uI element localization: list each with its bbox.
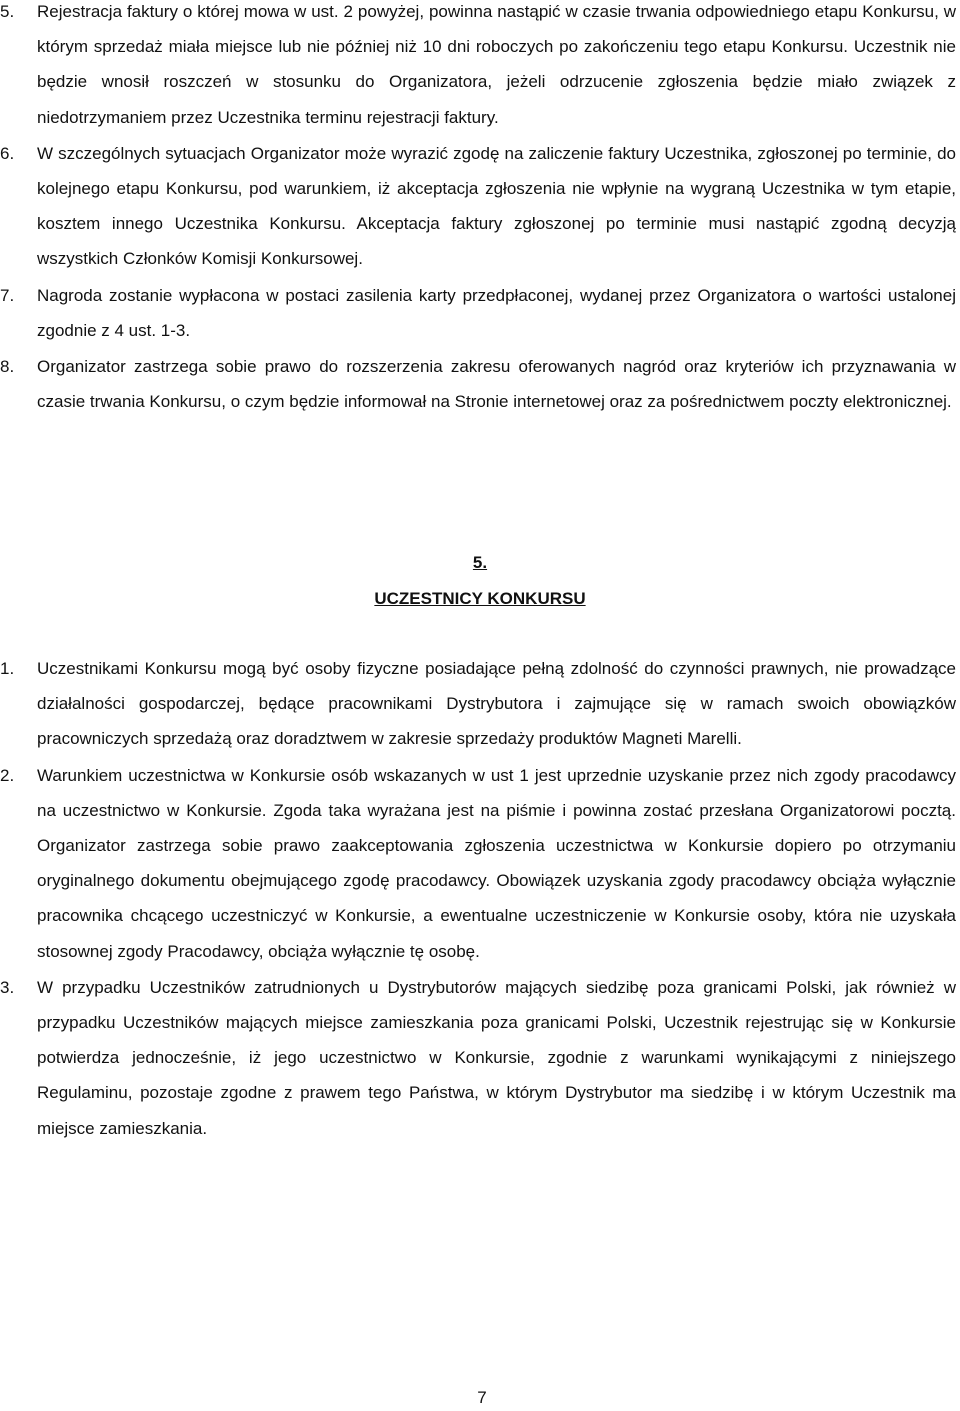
paragraph-number: 6. [0, 143, 15, 163]
paragraph-5 [0, 0, 960, 135]
paragraph-text: W szczególnych sytuacjach Organizator może wyrazić zgodę na zaliczenie faktury Uczestnika, zgłoszonej po terminie, do kolejnego etapu Konkursu, pod warunkiem, iż akceptacja zgłoszenia nie wpłynie na wygraną Uczestnika w tym etapie, kosztem innego Uczestnika Konkursu. Akceptacja faktury zgłoszonej po terminie musi nastąpić zgodną decyzją wszystkich Członków Komisji Konkursowej. [37, 143, 956, 269]
paragraph-number: 7. [0, 285, 15, 305]
paragraph-text: Uczestnikami Konkursu mogą być osoby fizyczne posiadające pełną zdolność do czynności prawnych, nie prowadzące działalności gospodarczej, będące pracownikami Dystrybutora i zajmujące się w ramach swoich obowiązków pracowniczych sprzedażą oraz doradztwem w zakresie sprzedaży produktów Magneti Marelli. [37, 659, 956, 749]
paragraph-number: 8. [0, 357, 15, 377]
page-number: 7 [477, 1388, 487, 1407]
paragraph-2 [0, 758, 960, 969]
paragraph-3 [0, 970, 960, 1146]
paragraph-text: W przypadku Uczestników zatrudnionych u Dystrybutorów mających siedzibę poza granicami Polski, jak również w przypadku Uczestników mających miejsce zamieszkania poza granicami Polski, Uczestnik rejestrując się w Konkursie potwierdza jednocześnie, iż jego uczestnictwo w Konkursie, zgodnie z warunkami wynikającymi z niniejszego Regulaminu, pozostaje zgodne z prawem tego Państwa, w którym Dystrybutor ma siedzibę i w którym Uczestnik ma miejsce zamieszkania. [37, 977, 956, 1138]
paragraph-number: 1. [0, 659, 15, 678]
paragraph-number: 5. [0, 2, 15, 21]
paragraph-text: Rejestracja faktury o której mowa w ust. 2 powyżej, powinna nastąpić w czasie trwania odpowiedniego etapu Konkursu, w którym sprzedaż miała miejsce lub nie później niż 10 dni roboczych po zakończeniu tego etapu Konkursu. Uczestnik nie będzie wnosił roszczeń w stosunku do Organizatora, jeżeli odrzucenie zgłoszenia będzie miało związek z niedotrzymaniem przez Uczestnika terminu rejestracji faktury. [37, 2, 956, 127]
paragraph-text: Organizator zastrzega sobie prawo do rozszerzenia zakresu oferowanych nagród oraz kryteriów ich przyznawania w czasie trwania Konkursu, o czym będzie informował na Stronie internetowej oraz za pośrednictwem poczty elektronicznej. [37, 357, 956, 412]
paragraph-text: Nagroda zostanie wypłacona w postaci zasilenia karty przedpłaconej, wydanej przez Organizatora o wartości ustalonej zgodnie z 4 ust. 1-3. [37, 285, 956, 340]
paragraph-7 [0, 278, 960, 348]
paragraph-1 [0, 651, 960, 757]
paragraph-number: 3. [0, 977, 15, 997]
paragraph-text: Warunkiem uczestnictwa w Konkursie osób wskazanych w ust 1 jest uprzednie uzyskanie przez nich zgody pracodawcy na uczestnictwo w Konkursie. Zgoda taka wyrażana jest na piśmie i powinna zostać przesłana Organizatorowi pocztą. Organizator zastrzega sobie prawo zaakceptowania zgłoszenia uczestnictwa w Konkursie dopiero po otrzymaniu oryginalnego dokumentu obejmującego zgodę pracodawcy. Obowiązek uzyskania zgody pracodawcy obciąża wyłącznie pracownika chcącego uczestniczyć w Konkursie, a ewentualne uczestniczenie w Konkursie osoby, która nie uzyskała stosownej zgody Pracodawcy, obciąża wyłącznie tę osobę. [37, 765, 956, 961]
paragraph-6 [0, 136, 960, 277]
paragraph-number: 2. [0, 765, 15, 785]
section-title: UCZESTNICY KONKURSU [374, 589, 586, 608]
paragraph-list-section-5 [0, 651, 960, 1147]
paragraph-8 [0, 349, 960, 419]
paragraph-list-continued [0, 0, 960, 420]
section-number: 5. [472, 553, 488, 572]
